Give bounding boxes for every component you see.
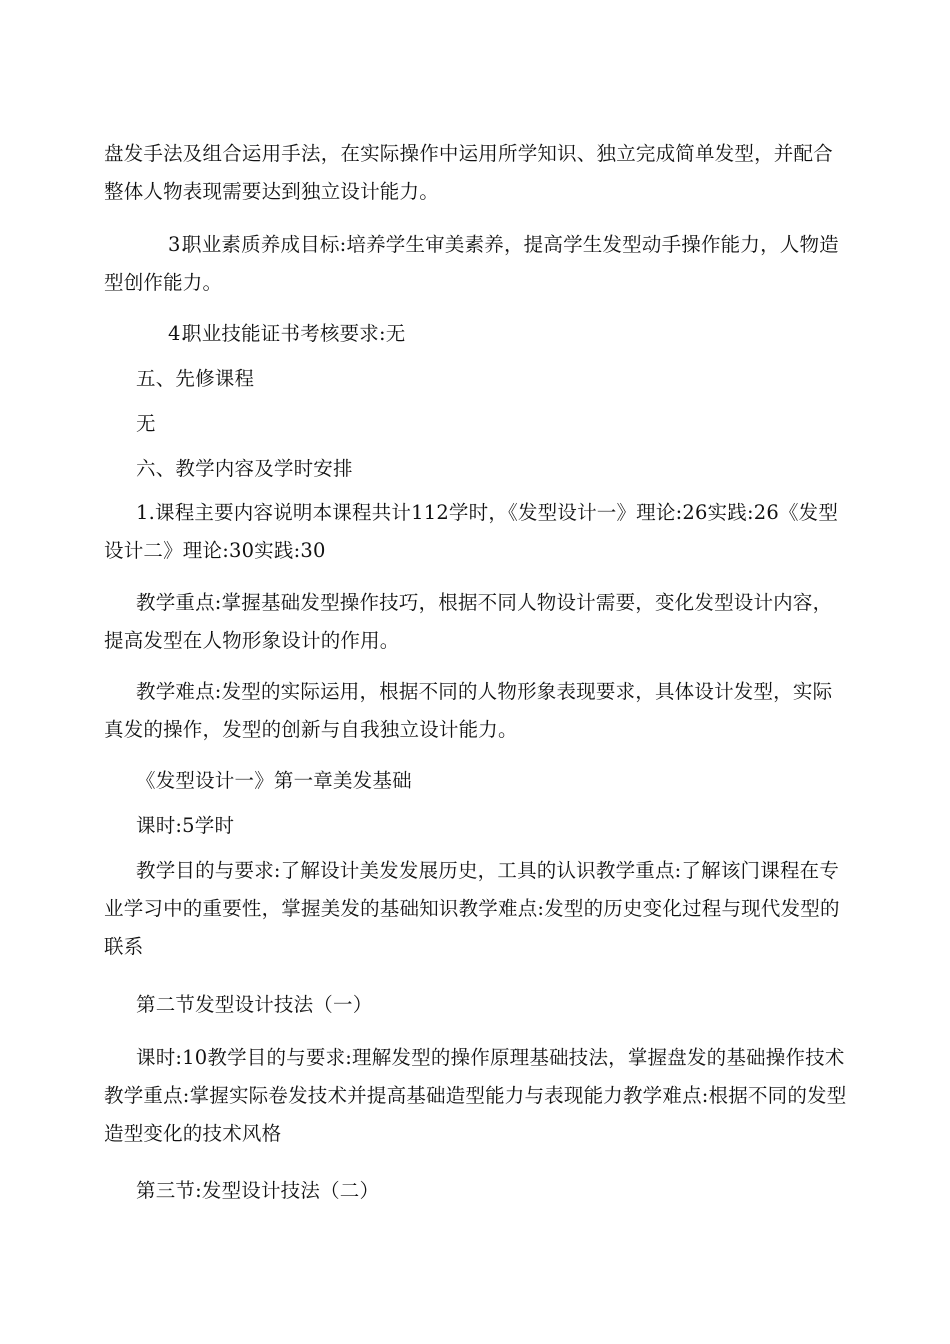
paragraph-teaching-difficulty: 教学难点:发型的实际运用，根据不同的人物形象表现要求，具体设计发型，实际真发的操作，发型的创新与自我独立设计能力。 xyxy=(104,680,833,741)
paragraph-item-3 xyxy=(104,226,849,302)
paragraph-course-content: 1.课程主要内容说明本课程共计112学时，《发型设计一》理论:26实践:26《发型设计二》理论:30实践:30 xyxy=(104,501,839,562)
section-heading-3: 第三节:发型设计技法（二） xyxy=(136,1179,380,1202)
paragraph-hours: 课时:5学时 xyxy=(136,814,235,837)
item-text: 职业素质养成目标:培养学生审美素养，提高学生发型动手操作能力，人物造型创作能力。 xyxy=(104,233,839,294)
section-heading-2: 第二节发型设计技法（一） xyxy=(136,993,373,1016)
paragraph-prerequisites-value: 无 xyxy=(136,412,156,435)
item-number: 3. xyxy=(168,233,188,256)
paragraph-teaching-focus: 教学重点:掌握基础发型操作技巧，根据不同人物设计需要，变化发型设计内容，提高发型在人物形象设计的作用。 xyxy=(104,591,833,652)
paragraph-continuation: 盘发手法及组合运用手法，在实际操作中运用所学知识、独立完成简单发型，并配合整体人物表现需要达到独立设计能力。 xyxy=(104,142,833,203)
paragraph-section-2-details: 课时:10教学目的与要求:理解发型的操作原理基础技法，掌握盘发的基础操作技术教学重点:掌握实际卷发技术并提高基础造型能力与表现能力教学难点:根据不同的发型造型变化的技术风格 xyxy=(104,1046,847,1145)
item-number: 4. xyxy=(168,322,188,345)
section-heading-prerequisites: 五、先修课程 xyxy=(136,367,255,390)
item-text: 职业技能证书考核要求:无 xyxy=(182,322,406,345)
section-heading-content: 六、教学内容及学时安排 xyxy=(136,457,353,480)
paragraph-objectives: 教学目的与要求:了解设计美发发展历史，工具的认识教学重点:了解该门课程在专业学习中的重要性，掌握美发的基础知识教学难点:发型的历史变化过程与现代发型的联系 xyxy=(104,859,840,958)
paragraph-item-4 xyxy=(104,315,849,353)
chapter-heading: 《发型设计一》第一章美发基础 xyxy=(136,769,412,792)
